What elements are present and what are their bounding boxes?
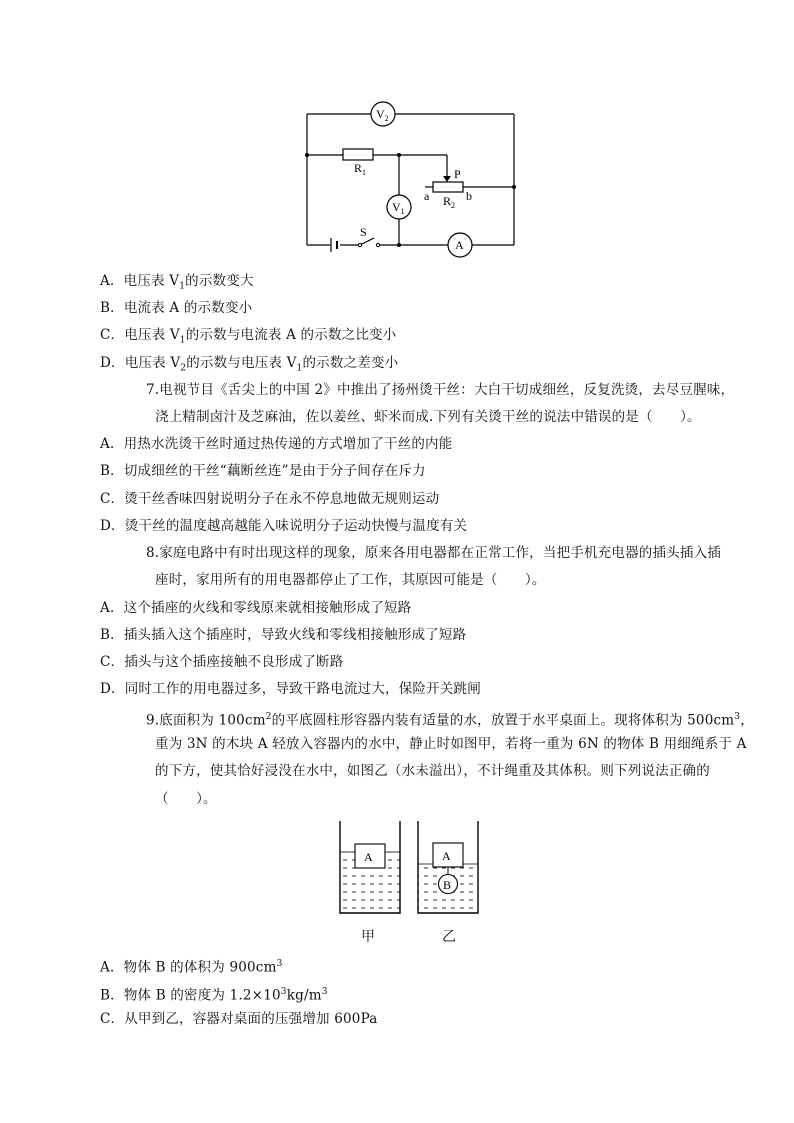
block-a-jia: A	[364, 850, 373, 864]
q7-option-d: D．烫干丝的温度越高越能入味说明分子运动快慢与温度有关	[100, 518, 468, 534]
container-yi	[418, 821, 478, 913]
terminal-a-label: a	[424, 189, 430, 203]
q8-option-d: D．同时工作的用电器过多，导致干路电流过大，保险开关跳闸	[100, 681, 481, 697]
q9-stem-line4: （ ）。	[155, 791, 217, 807]
q9-option-a: A．物体 B 的体积为 $900cm^3$	[100, 959, 283, 976]
q6-option-c: C．电压表 $V_1$的示数与电流表 A 的示数之比变小	[100, 327, 397, 346]
svg-text:R1	[354, 161, 366, 177]
container-jia	[340, 821, 400, 913]
q6-option-d: D．电压表 $V_2$的示数与电压表 $V_1$的示数之差变小	[100, 355, 399, 374]
q9-option-c: C．从甲到乙，容器对桌面的压强增加 600Pa	[100, 1011, 378, 1027]
q8-option-c: C．插头与这个插座接触不良形成了断路	[100, 654, 344, 670]
q8-stem-line2: 座时，家用所有的用电器都停止了工作，其原因可能是（ ）。	[155, 572, 546, 588]
q6-option-b: B．电流表 A 的示数变小	[100, 300, 253, 316]
q7-stem-line1: 7.电视节目《舌尖上的中国 2》中推出了扬州烫干丝：大白干切成细丝，反复洗烫，去尽豆腥味，	[146, 382, 735, 398]
v1-label: V	[392, 200, 401, 214]
q9-stem-line2: 重为 3N 的木块 A 轻放入容器内的水中，静止时如图甲，若将一重为 6N 的物体 B 用细绳系于 A	[155, 736, 747, 752]
r2-label: R	[443, 194, 452, 208]
q7-stem-line2: 浇上精制卤汁及芝麻油，佐以姜丝、虾米而成.下列有关烫干丝的说法中错误的是（ ）。	[155, 409, 701, 425]
q8-option-b: B．插头插入这个插座时，导致火线和零线相接触形成了短路	[100, 627, 467, 643]
container-figures	[330, 815, 490, 945]
q8-stem-line1: 8.家庭电路中有时出现这样的现象，原来各用电器都在正常工作，当把手机充电器的插头插入插	[146, 545, 721, 561]
q9-stem-line1: 9.底面积为 $100cm^2$的平底圆柱形容器内装有适量的水，放置于水平桌面上。现将体积为 $500cm^3$，	[146, 712, 754, 729]
caption-yi: 乙	[442, 929, 457, 945]
q9-option-b: B．物体 B 的密度为 $1.2\times 10^3kg/m^3$	[100, 987, 328, 1004]
v2-label: V	[376, 107, 385, 121]
r1-sub: 1	[362, 168, 367, 177]
switch-label: S	[360, 225, 367, 239]
q8-option-a: A．这个插座的火线和零线原来就相接触形成了短路	[100, 600, 412, 616]
q7-option-a: A．用热水洗烫干丝时通过热传递的方式增加了干丝的内能	[100, 436, 453, 452]
block-a-yi: A	[442, 849, 451, 863]
v2-sub: 2	[384, 114, 389, 123]
slider-p-label: P	[454, 167, 461, 181]
q7-option-b: B．切成细丝的干丝“藕断丝连”是由于分子间存在斥力	[100, 463, 426, 479]
terminal-b-label: b	[466, 189, 472, 203]
block-b-yi: B	[443, 878, 452, 892]
q7-option-c: C．烫干丝香味四射说明分子在永不停息地做无规则运动	[100, 491, 440, 507]
q9-stem-line3: 的下方，使其恰好浸没在水中，如图乙（水未溢出），不计绳重及其体积。则下列说法正确的	[155, 763, 710, 779]
ammeter-label: A	[455, 238, 464, 252]
v1-sub: 1	[400, 207, 405, 216]
r1-label: R	[354, 161, 363, 175]
r2-sub: 2	[451, 201, 456, 210]
q6-option-a: A．电压表 $V_1$的示数变大	[100, 273, 254, 292]
circuit-diagram	[300, 96, 520, 266]
caption-jia: 甲	[361, 929, 376, 945]
svg-text:R2	[443, 194, 455, 210]
